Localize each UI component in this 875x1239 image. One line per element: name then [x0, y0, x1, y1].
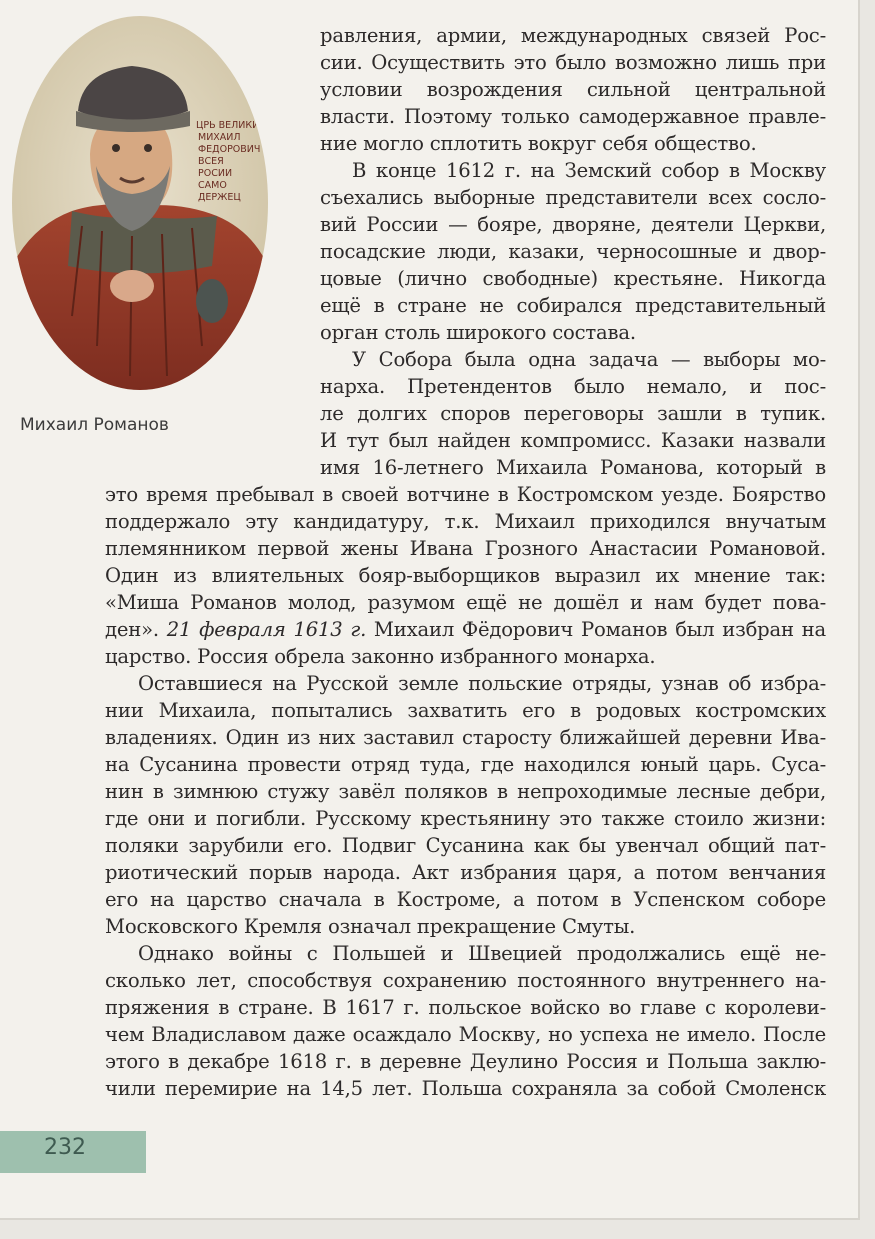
text-line: сии. Осуществить это было возможно лишь при — [320, 51, 826, 74]
text-line: «Миша Романов молод, разумом ещё не дошёл и нам будет пова- — [105, 591, 826, 614]
text-line-with-date — [105, 616, 826, 643]
text-line: равления, армии, международных связей Рос- — [320, 24, 826, 47]
text-line: Один из влиятельных бояр-выборщиков выразил их мнение так: — [105, 564, 826, 587]
portrait-inscription-line: ЦРЬ ВЕЛИКИЙ — [196, 120, 267, 131]
highlighted-date: 21 февраля 1613 г. — [166, 618, 367, 641]
text-line: ле долгих споров переговоры зашли в тупик. — [320, 402, 826, 425]
page-number: 232 — [44, 1135, 86, 1160]
text-line: этого в декабре 1618 г. в деревне Деулино Россия и Польша заклю- — [105, 1050, 826, 1073]
text-span: Михаил Фёдорович Романов был избран на — [373, 618, 827, 641]
portrait-inscription-line: ФЕДОРОВИЧ — [198, 144, 261, 155]
paragraph-first-line: Оставшиеся на Русской земле польские отряды, узнав об избра- — [138, 672, 826, 695]
text-line: условии возрождения сильной центральной — [320, 78, 826, 101]
text-line: нарха. Претендентов было немало, и пос- — [320, 375, 826, 398]
text-line: племянником первой жены Ивана Грозного Анастасии Романовой. — [105, 537, 826, 560]
text-line: пряжения в стране. В 1617 г. польское войско во главе с королеви- — [105, 996, 826, 1019]
paragraph-first-line: У Собора была одна задача — выборы мо- — [352, 348, 826, 371]
text-line: цовые (лично свободные) крестьяне. Никогда — [320, 267, 826, 290]
text-line: риотический порыв народа. Акт избрания царя, а потом венчания — [105, 861, 826, 884]
text-line: сколько лет, способствуя сохранению постоянного внутреннего на- — [105, 969, 826, 992]
text-line: съехались выборные представители всех сосло- — [320, 186, 826, 209]
text-line: вий России — бояре, дворяне, деятели Церкви, — [320, 213, 826, 236]
text-line: на Сусанина провести отряд туда, где находился юный царь. Суса- — [105, 753, 826, 776]
paragraph-first-line: В конце 1612 г. на Земский собор в Москву — [352, 159, 826, 182]
text-line: власти. Поэтому только самодержавное правле- — [320, 105, 826, 128]
text-line: И тут был найден компромисс. Казаки назвали — [320, 429, 826, 452]
text-line: владениях. Один из них заставил старосту ближайшей деревни Ива- — [105, 726, 826, 749]
text-line: имя 16-летнего Михаила Романова, который в — [320, 456, 826, 479]
text-line: чем Владиславом даже осаждало Москву, но успеха не имело. После — [105, 1023, 826, 1046]
text-line: чили перемирие на 14,5 лет. Польша сохраняла за собой Смоленск — [105, 1077, 826, 1100]
text-line: это время пребывал в своей вотчине в Костромском уезде. Боярство — [105, 483, 826, 506]
text-line: царство. Россия обрела законно избранного монарха. — [105, 645, 656, 668]
text-line: его на царство сначала в Костроме, а потом в Успенском соборе — [105, 888, 826, 911]
portrait-inscription-line: МИХАИЛ — [198, 132, 241, 143]
portrait-mikhail-romanov — [12, 16, 268, 390]
portrait-inscription-line: ВСЕЯ — [198, 156, 224, 167]
portrait-inscription-line: РОСИИ — [198, 168, 233, 179]
text-line: поддержало эту кандидатуру, т.к. Михаил приходился внучатым — [105, 510, 826, 533]
text-line: где они и погибли. Русскому крестьянину это также стоило жизни: — [105, 807, 826, 830]
text-line: нин в зимнюю стужу завёл поляков в непроходимые лесные дебри, — [105, 780, 826, 803]
portrait-inscription-line: САМО — [198, 180, 227, 191]
text-line: орган столь широкого состава. — [320, 321, 636, 344]
text-line: ние могло сплотить вокруг себя общество. — [320, 132, 757, 155]
text-line: нии Михаила, попытались захватить его в родовых костромских — [105, 699, 826, 722]
text-line: ещё в стране не собирался представительный — [320, 294, 826, 317]
text-span: ден». — [105, 618, 159, 641]
portrait-caption: Михаил Романов — [20, 415, 169, 435]
paragraph-first-line: Однако войны с Польшей и Швецией продолжались ещё не- — [138, 942, 826, 965]
text-line: Московского Кремля означал прекращение Смуты. — [105, 915, 636, 938]
portrait-inscription-line: ДЕРЖЕЦ — [198, 192, 241, 203]
text-line: поляки зарубили его. Подвиг Сусанина как бы увенчал общий пат- — [105, 834, 826, 857]
text-line: посадские люди, казаки, черносошные и двор- — [320, 240, 826, 263]
